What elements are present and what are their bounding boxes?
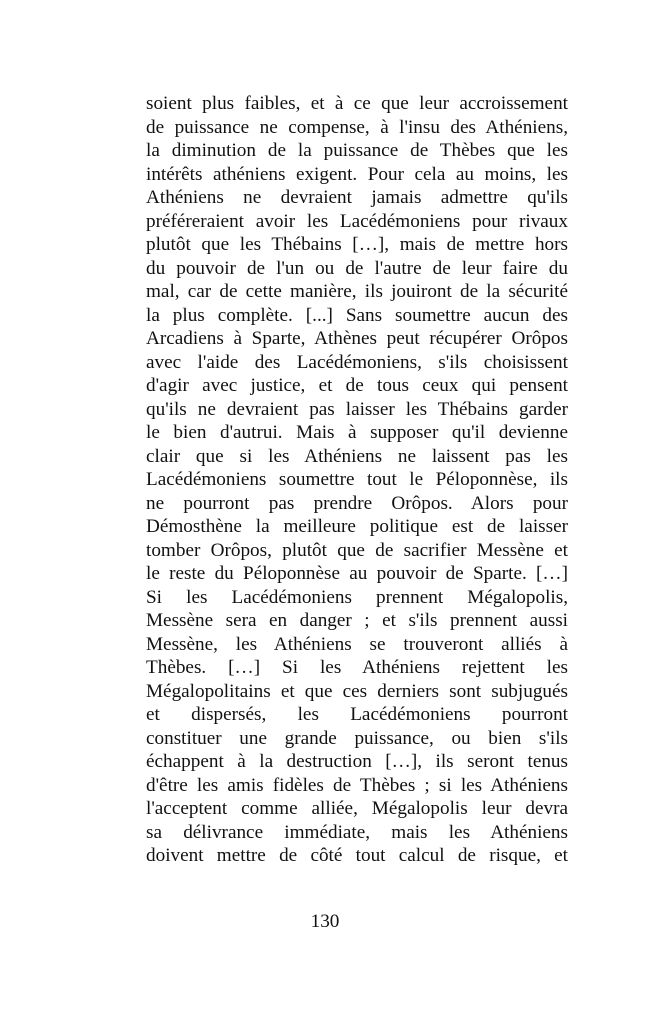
text-line: Mégalopolitains et que ces derniers sont subjugués: [146, 680, 568, 702]
text-line: d'agir avec justice, et de tous ceux qui pensent: [146, 375, 568, 396]
text-line: Si les Lacédémoniens prennent Mégalopolis,: [146, 586, 568, 608]
text-line: Messène sera en danger ; et s'ils prennent aussi: [146, 610, 568, 631]
text-line: le reste du Péloponnèse au pouvoir de Sparte. […]: [146, 563, 568, 584]
text-line: préféreraient avoir les Lacédémoniens pour rivaux: [146, 210, 568, 232]
text-line: Lacédémoniens soumettre tout le Péloponnèse, ils: [146, 469, 568, 490]
text-line: Arcadiens à Sparte, Athènes peut récupérer Orôpos: [146, 328, 568, 349]
text-line: du pouvoir de l'un ou de l'autre de leur faire du: [146, 257, 568, 279]
text-line: de puissance ne compense, à l'insu des Athéniens,: [146, 116, 568, 138]
page-number: 130: [310, 911, 340, 932]
text-line: plutôt que les Thébains […], mais de mettre hors: [146, 234, 568, 255]
text-line: la plus complète. [...] Sans soumettre aucun des: [146, 304, 568, 326]
body-text: [146, 92, 568, 868]
text-line: intérêts athéniens exigent. Pour cela au moins, les: [146, 163, 568, 185]
text-line: le bien d'autrui. Mais à supposer qu'il devienne: [146, 422, 568, 443]
text-line: échappent à la destruction […], ils seront tenus: [146, 751, 568, 772]
text-line: Messène, les Athéniens se trouveront alliés à: [146, 633, 568, 655]
text-line: Athéniens ne devraient jamais admettre qu'ils: [146, 187, 568, 208]
text-line: soient plus faibles, et à ce que leur accroissement: [146, 93, 568, 114]
text-line: mal, car de cette manière, ils jouiront de la sécurité: [146, 281, 568, 302]
text-line: Démosthène la meilleure politique est de laisser: [146, 516, 568, 537]
text-line: constituer une grande puissance, ou bien s'ils: [146, 727, 568, 749]
text-line: la diminution de la puissance de Thèbes que les: [146, 140, 568, 161]
text-line: avec l'aide des Lacédémoniens, s'ils choisissent: [146, 351, 568, 373]
text-line: tomber Orôpos, plutôt que de sacrifier Messène et: [146, 539, 568, 561]
text-line: Thèbes. […] Si les Athéniens rejettent les: [146, 657, 568, 678]
text-line: qu'ils ne devraient pas laisser les Thébains garder: [146, 398, 568, 420]
text-line: sa délivrance immédiate, mais les Athéniens: [146, 821, 568, 843]
text-line: clair que si les Athéniens ne laissent pas les: [146, 445, 568, 467]
text-line: ne pourront pas prendre Orôpos. Alors pour: [146, 492, 568, 514]
text-line: et dispersés, les Lacédémoniens pourront: [146, 704, 568, 725]
text-line: l'acceptent comme alliée, Mégalopolis leur devra: [146, 798, 568, 819]
text-line: doivent mettre de côté tout calcul de risque, et: [146, 845, 568, 866]
text-line: d'être les amis fidèles de Thèbes ; si les Athéniens: [146, 774, 568, 796]
